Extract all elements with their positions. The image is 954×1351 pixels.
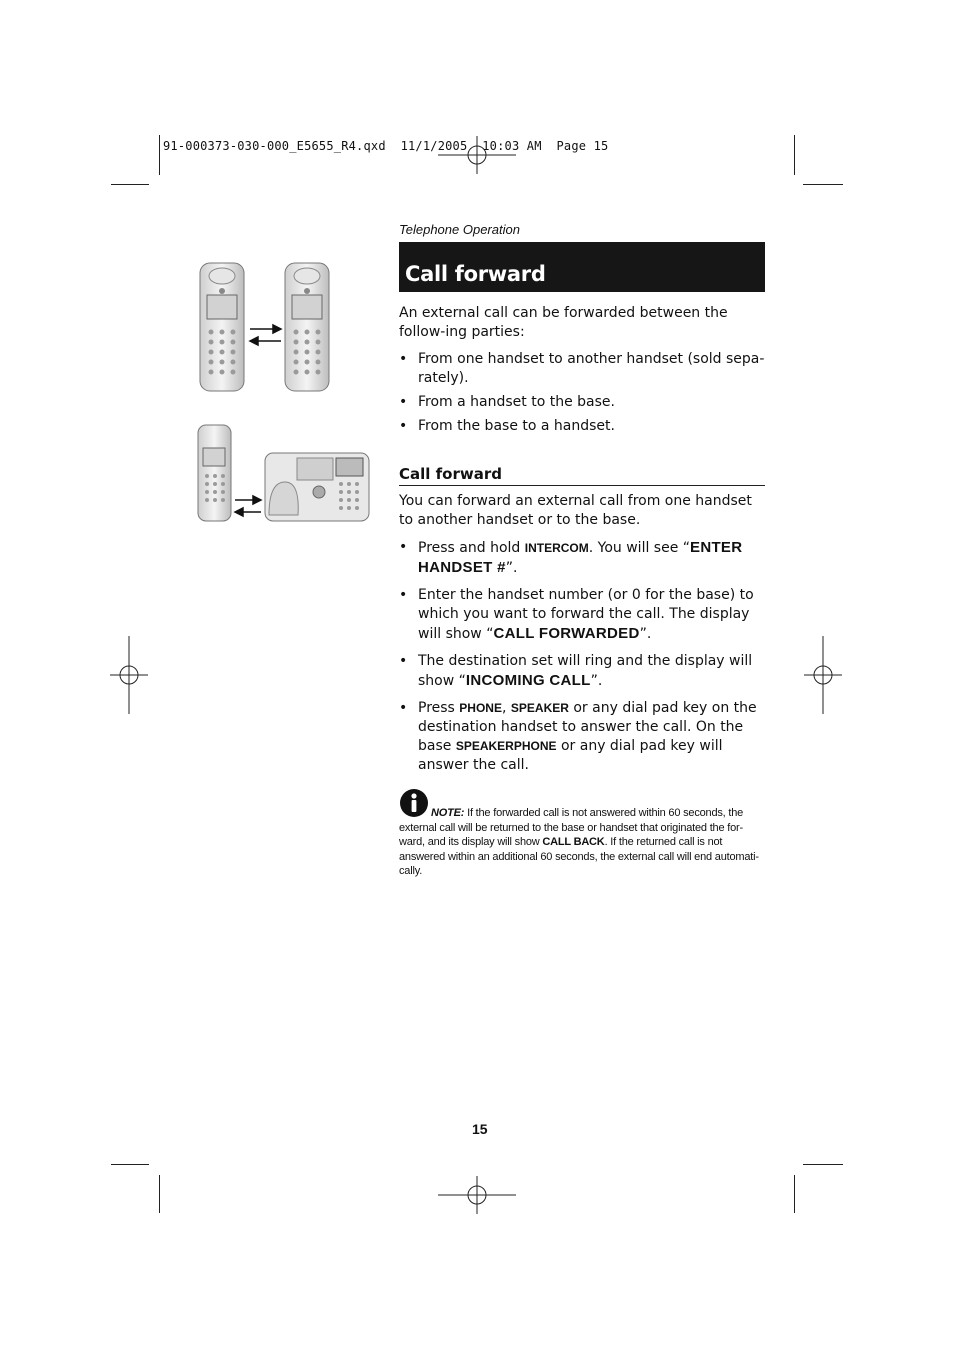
speaker-key: SPEAKER bbox=[510, 701, 569, 715]
slug-line: 91-000373-030-000_E5655_R4.qxd 11/1/2005 10:03 AM Page 15 bbox=[163, 139, 609, 153]
page-number: 15 bbox=[472, 1121, 488, 1137]
handset-illustration bbox=[198, 425, 231, 521]
list-item: • Press PHONE, SPEAKER or any dial pad key on the destination handset to answer the call. On the base SPEAKERPHONE or any dial pad key will answer the call. bbox=[399, 699, 765, 775]
registration-mark-icon bbox=[110, 636, 148, 714]
handset-illustration bbox=[200, 263, 244, 391]
display-text: CALL BACK bbox=[542, 836, 605, 849]
crop-mark bbox=[803, 184, 843, 185]
crop-mark bbox=[111, 1164, 149, 1165]
note-paragraph: NOTE: If the forwarded call is not answered within 60 seconds, the external call will be returned to the base or handset that originated the for-ward, and its display will show CALL BACK. If the returned call is not answered within an additional 60 seconds, the external call will end automati-cally. bbox=[399, 807, 759, 878]
crop-mark bbox=[803, 1164, 843, 1165]
title-bar bbox=[399, 242, 765, 292]
handset-to-base-illustration bbox=[195, 420, 375, 525]
note-label: NOTE: bbox=[431, 807, 465, 819]
arrow-left-icon bbox=[235, 508, 261, 516]
intro-paragraph: An external call can be forwarded between the follow-ing parties: bbox=[399, 305, 728, 340]
crop-mark bbox=[111, 184, 149, 185]
crop-mark bbox=[794, 135, 795, 175]
parties-list bbox=[399, 350, 765, 436]
crop-mark bbox=[159, 1175, 160, 1213]
arrow-right-icon bbox=[235, 496, 261, 504]
base-illustration bbox=[265, 453, 369, 521]
subheading: Call forward bbox=[399, 465, 765, 486]
list-item: • From the base to a handset. bbox=[399, 417, 765, 436]
steps-list bbox=[399, 538, 765, 775]
handset-illustration bbox=[285, 263, 329, 391]
sub-intro-paragraph: You can forward an external call from one handset to another handset or to the base. bbox=[399, 493, 752, 528]
crop-mark bbox=[159, 135, 160, 175]
list-item: • The destination set will ring and the display will show “INCOMING CALL”. bbox=[399, 652, 765, 691]
display-text: INCOMING CALL bbox=[465, 672, 591, 689]
arrow-right-icon bbox=[250, 325, 281, 333]
list-item: • From one handset to another handset (sold sepa-rately). bbox=[399, 350, 765, 388]
intercom-key: INTERCOM bbox=[524, 541, 589, 555]
page-title: Call forward bbox=[405, 262, 546, 286]
display-text: ENTER HANDSET # bbox=[418, 539, 743, 576]
display-text: CALL FORWARDED bbox=[493, 625, 640, 642]
list-item: • From a handset to the base. bbox=[399, 393, 765, 412]
section-header: Telephone Operation bbox=[399, 222, 520, 237]
registration-mark-icon bbox=[804, 636, 842, 714]
phone-key: PHONE bbox=[459, 701, 502, 715]
crop-mark bbox=[794, 1175, 795, 1213]
speakerphone-key: SPEAKERPHONE bbox=[455, 739, 557, 753]
registration-mark-icon bbox=[438, 1176, 516, 1214]
arrow-left-icon bbox=[250, 337, 281, 345]
list-item: • Press and hold INTERCOM. You will see “ENTER HANDSET #”. bbox=[399, 538, 765, 578]
list-item: • Enter the handset number (or 0 for the base) to which you want to forward the call. The display will show “CALL FORWARDED”. bbox=[399, 586, 765, 644]
handset-to-handset-illustration bbox=[195, 258, 335, 398]
